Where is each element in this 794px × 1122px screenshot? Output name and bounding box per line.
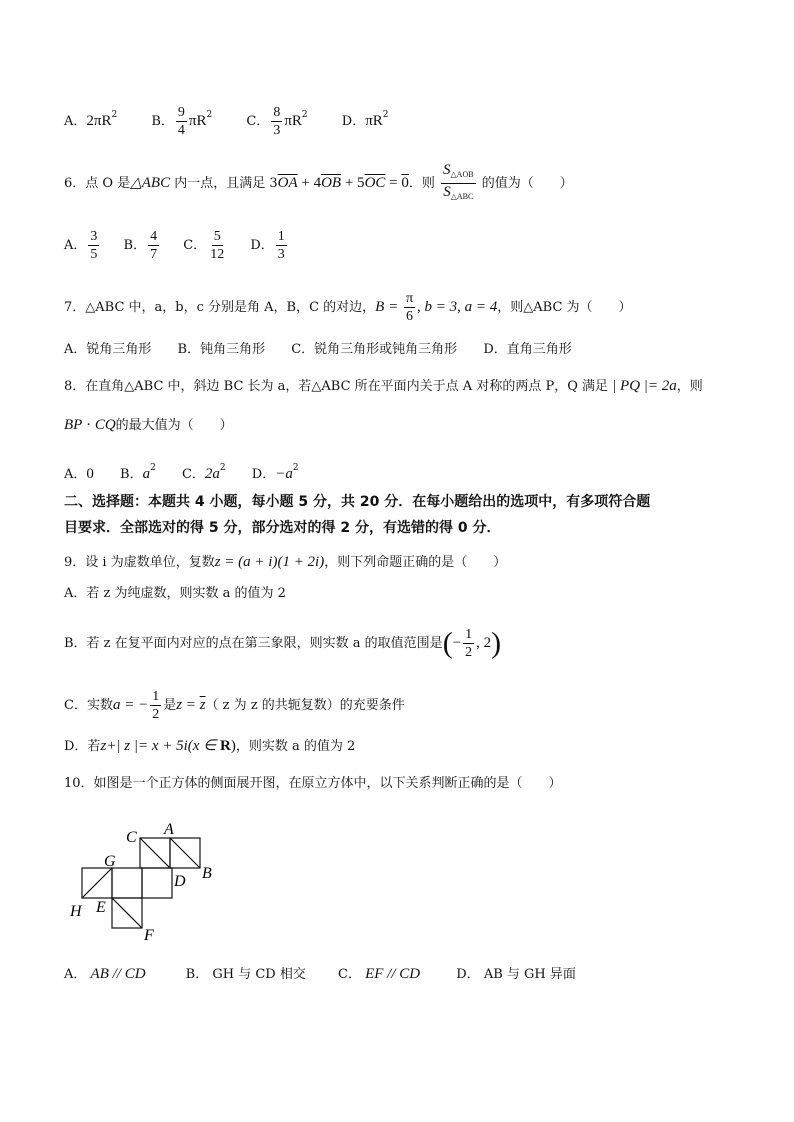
q6-option-d: D． $\frac{1}{3}$ (250, 229, 285, 262)
q7-option-b: B．钝角三角形 (177, 342, 266, 357)
q9-option-a: A．若 z 为纯虚数，则实数 a 的值为 2 (64, 586, 286, 601)
q8-stem-line1: 8．在直角△ABC 中，斜边 BC 长为 a，若△ABC 所在平面内关于点 A 对称的两点 P，Q 满足 | PQ |= 2a，则 (64, 378, 703, 394)
label-E: E (96, 899, 106, 916)
label-F: F (144, 927, 154, 944)
q5-option-a: A．$2\pi R^2$ (64, 110, 118, 129)
q7-option-a: A．锐角三角形 (64, 342, 152, 357)
q8-option-b: B．$a^2$ (120, 463, 156, 482)
q10-option-b: B． GH 与 CD 相交 (185, 967, 306, 982)
q6-option-b: B． $\frac{4}{7}$ (123, 229, 158, 262)
diagonal-line (140, 838, 170, 868)
q5-option-c: C． $\frac{8}{3}$ $\pi R^2$ (246, 105, 308, 138)
q10-option-a: A． AB // CD (64, 966, 146, 982)
q6-option-a: A． $\frac{3}{5}$ (64, 229, 98, 262)
q8-option-c: C．$2a^2$ (181, 463, 226, 482)
q9-option-b: B．若 z 在复平面内对应的点在第三象限，则实数 a 的取值范围是(− $\frac{1}{2}$ , 2) (64, 626, 502, 660)
diagonal-line (170, 838, 200, 868)
label-D: D (174, 873, 186, 890)
q5-option-b: B． $\frac{9}{4}$ $\pi R^2$ (151, 105, 213, 138)
label-A: A (164, 821, 174, 838)
q7-options (64, 342, 572, 358)
label-C: C (126, 829, 137, 846)
q9-option-d: D．若z+| z |= x + 5i(x ∈ R)，则实数 a 的值为 2 (64, 738, 356, 754)
cube-net-svg (62, 816, 232, 946)
q8-option-a: A．0 (64, 466, 94, 482)
diagonal-line (112, 898, 142, 928)
q9-option-c: C．实数a = − $\frac{1}{2}$ 是$z = \overline{z}$（ z 为 z 的共轭复数）的充要条件 (64, 689, 405, 722)
q10-stem: 10．如图是一个正方体的侧面展开图，在原立方体中，以下关系判断正确的是（ ） (64, 776, 562, 791)
q5-option-d: D．$\pi R^2$ (341, 110, 389, 129)
q8-options (64, 460, 299, 483)
label-H: H (70, 903, 82, 920)
label-B: B (202, 865, 212, 882)
q7-stem: 7．△ABC 中，a，b，c 分别是角 A，B，C 的对边，B = $\frac{\pi}{6}$ , b = 3, a = 4，则△ABC 为（ ） (64, 291, 632, 324)
q6-stem: 6．点 O 是△ABC 内一点，且满足 $3\overline{OA} + 4\overline{OB} + 5\overline{OC} = 0$．则 $\frac{S_{\triangle AOB}}{S_{\triangle ABC}}$ 的值为（ ） (64, 162, 573, 201)
q10-option-c: C． EF // CD (338, 966, 421, 982)
net-square (112, 868, 142, 898)
q6-option-c: C． $\frac{5}{12}$ (183, 229, 225, 262)
q8-stem-line2: BP · CQ的最大值为（ ） (64, 417, 233, 433)
q5-options (64, 104, 389, 139)
net-square (142, 868, 172, 898)
q6-options (64, 228, 289, 263)
section2-heading-line1: 二、选择题：本题共 4 小题，每小题 5 分，共 20 分．在每小题给出的选项中，有多项符合题 (64, 494, 651, 510)
q8-option-d: D．$-a^2$ (251, 463, 299, 482)
cube-net-figure (62, 816, 232, 950)
q9-stem: 9．设 i 为虚数单位，复数z = (a + i)(1 + 2i)，则下列命题正确的是（ ） (64, 554, 507, 570)
q10-options (64, 966, 576, 983)
label-G: G (104, 853, 116, 870)
q7-option-c: C．锐角三角形或钝角三角形 (291, 342, 458, 357)
q10-option-d: D． AB 与 GH 异面 (456, 967, 576, 982)
diagonal-line (82, 868, 112, 898)
section2-heading-line2: 目要求．全部选对的得 5 分，部分选对的得 2 分，有选错的得 0 分． (64, 520, 501, 536)
q7-option-d: D．直角三角形 (483, 342, 572, 357)
